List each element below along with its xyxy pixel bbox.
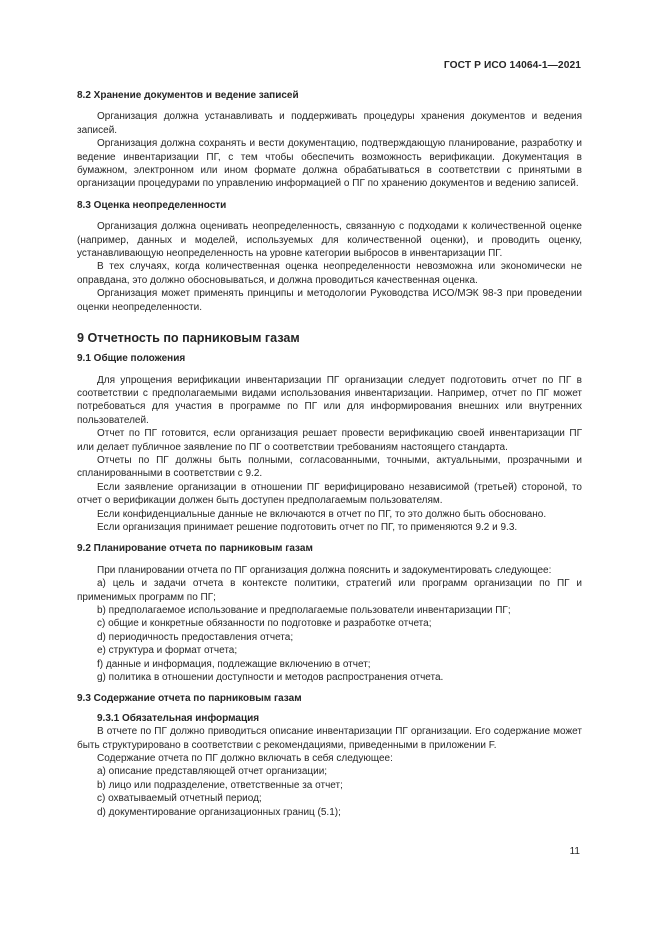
list-item: f) данные и информация, подлежащие включению в отчет; [97,658,371,670]
paragraph: Содержание отчета по ПГ должно включать в себя следующее: [97,753,393,765]
paragraph: Организация должна сохранять и вести документацию, подтверждающую планирование, разработку и ведение инвентаризации ПГ, с тем чтобы обеспечить возможность верификации. Документация в бумажном, электронном или ином формате должна обрабатываться в соответствии с принятыми в организации процедурами по управлению информацией о ПГ по хранению документов и ведению записей. [77,138,582,190]
paragraph: В тех случаях, когда количественная оценка неопределенности невозможна или экономически не оправдана, это должно обосновываться, и должна проводиться качественная оценка. [77,261,582,286]
document-id: ГОСТ Р ИСО 14064-1—2021 [443,60,581,71]
paragraph: Организация может применять принципы и методологии Руководства ИСО/МЭК 98-3 при проведении оценки неопределенности. [77,288,582,313]
list-item: c) охватываемый отчетный период; [97,793,262,805]
section-8-2-heading: 8.2 Хранение документов и ведение записей [77,90,299,101]
paragraph: Организация должна оценивать неопределенность, связанную с подходами к количественной оценке (например, данных и моделей, используемых для количественной оценки), и проводить оценку, устанавливающую неопределенность на уровне категории выбросов в инвентаризации ПГ. [77,221,582,260]
page-number: 11 [569,846,580,857]
section-9-2-heading: 9.2 Планирование отчета по парниковым газам [77,543,313,555]
list-item: b) лицо или подразделение, ответственные за отчет; [97,779,343,791]
section-9-1-heading: 9.1 Общие положения [77,353,186,365]
paragraph: Если заявление организации в отношении ПГ верифицировано независимой (третьей) стороной, то отчет о верификации должен быть доступен предполагаемым пользователям. [77,481,582,507]
list-item: d) периодичность предоставления отчета; [97,631,294,643]
list-item: a) цель и задачи отчета в контексте политики, стратегий или программ организации по ПГ и применимых программ по ПГ; [77,578,582,603]
paragraph: Если организация принимает решение подготовить отчет по ПГ, то применяются 9.2 и 9.3. [97,521,518,533]
paragraph: Если конфиденциальные данные не включаются в отчет по ПГ, то это должно быть обосновано. [97,508,547,520]
list-item: e) структура и формат отчета; [97,645,238,657]
section-9-3-heading: 9.3 Содержание отчета по парниковым газам [77,693,302,705]
list-item: d) документирование организационных границ (5.1); [97,806,341,818]
paragraph: Отчет по ПГ готовится, если организация решает провести верификацию своей инвентаризации ПГ или делает публичное заявление по ПГ о соответствии требованиям настоящего стандарта. [77,428,582,453]
section-9-3-1-heading: 9.3.1 Обязательная информация [97,712,260,724]
list-item: g) политика в отношении доступности и методов распространения отчета. [97,672,444,684]
paragraph: Организация должна устанавливать и поддерживать процедуры хранения документов и ведения записей. [77,111,582,136]
section-8-3-heading: 8.3 Оценка неопределенности [77,199,227,211]
paragraph: При планировании отчета по ПГ организация должна пояснить и задокументировать следующее: [97,564,552,576]
paragraph: Для упрощения верификации инвентаризации ПГ организации следует подготовить отчет по ПГ в соответствии с предполагаемыми видами использования инвентаризации. Например, отчет по ПГ может потребоваться для участия в программе по ПГ или для информирования внешних или внутренних пользователей. [77,374,582,426]
paragraph: Отчеты по ПГ должны быть полными, согласованными, точными, актуальными, прозрачными и спланированными в соответствии с 9.2. [77,454,582,480]
list-item: c) общие и конкретные обязанности по подготовке и разработке отчета; [97,618,432,630]
section-9-heading: 9 Отчетность по парниковым газам [77,331,300,346]
list-item: b) предполагаемое использование и предполагаемые пользователи инвентаризации ПГ; [97,605,511,616]
paragraph: В отчете по ПГ должно приводиться описание инвентаризации ПГ организации. Его содержание может быть структурировано в соответствии с рекомендациями, приведенными в приложении F. [77,726,582,751]
list-item: a) описание представляющей отчет организации; [97,766,328,778]
page-content [77,89,582,819]
